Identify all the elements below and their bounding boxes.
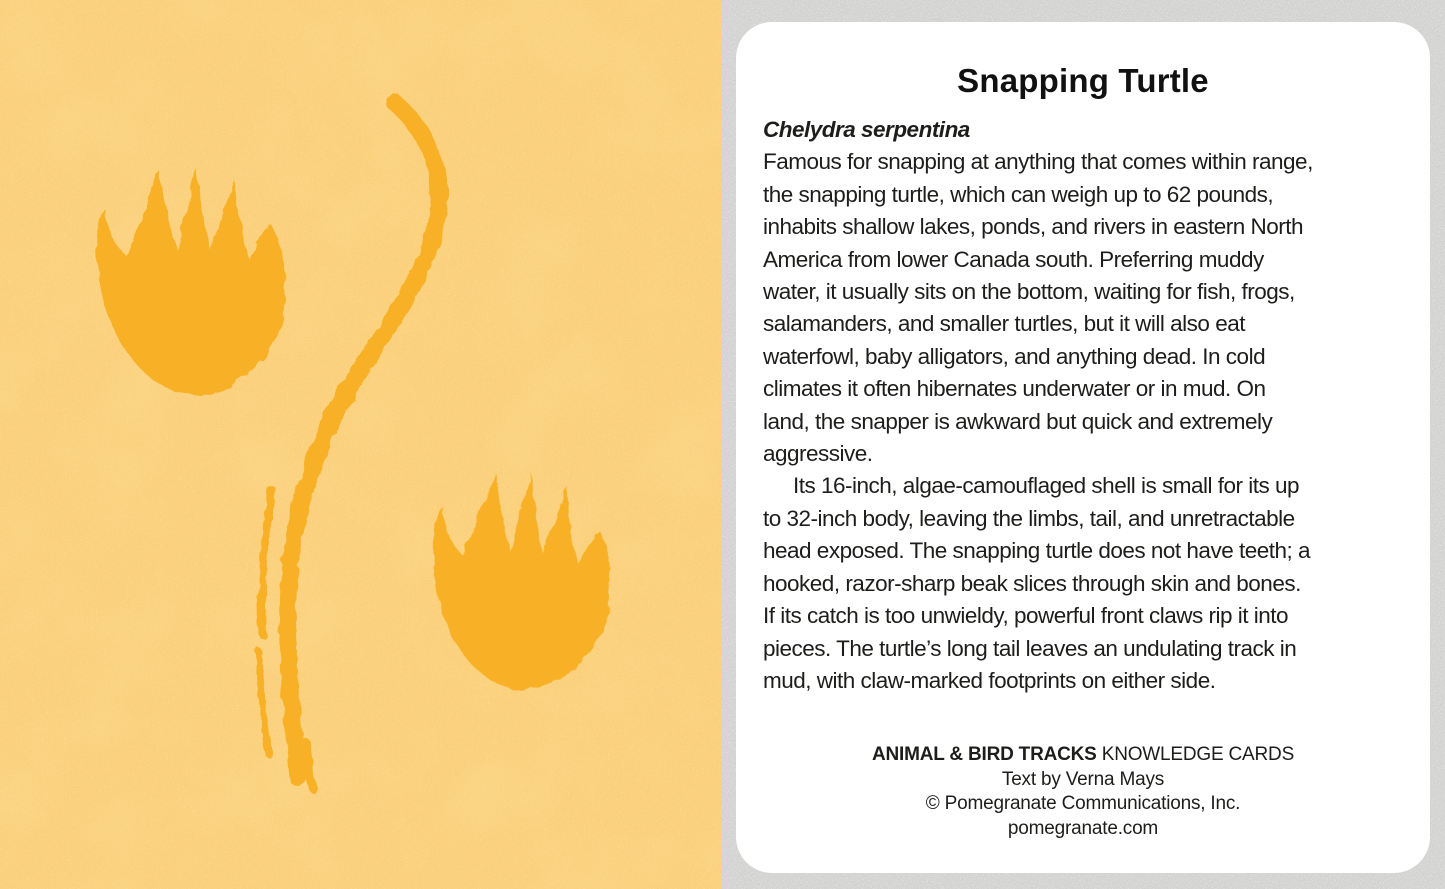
track-illustration-panel xyxy=(0,0,722,889)
series-title: ANIMAL & BIRD TRACKS xyxy=(871,744,1097,765)
body-line: If its catch is too unwieldy, powerful front claws rip it into xyxy=(763,603,1289,629)
paragraph-2 xyxy=(763,470,1402,697)
body-line: land, the snapper is awkward but quick and extremely xyxy=(763,408,1273,434)
body-line: to 32-inch body, leaving the limbs, tail, and unretractable xyxy=(763,505,1295,531)
card-body xyxy=(763,114,1402,697)
body-line: climates it often hibernates underwater or in mud. On xyxy=(763,376,1266,402)
paragraph-1 xyxy=(763,146,1402,470)
website-text: pomegranate.com xyxy=(1007,818,1159,840)
body-line: Its 16-inch, algae-camouflaged shell is small for its up xyxy=(793,473,1300,499)
knowledge-card xyxy=(736,22,1430,873)
paper-grain-texture xyxy=(0,0,722,889)
body-line: inhabits shallow lakes, ponds, and rivers in eastern North xyxy=(763,214,1304,240)
series-suffix: KNOWLEDGE CARDS xyxy=(1096,744,1295,765)
credit-line: Text by Verna Mays xyxy=(1001,768,1165,790)
body-line: mud, with claw-marked footprints on either side. xyxy=(763,667,1216,693)
body-line: Famous for snapping at anything that comes within range, xyxy=(763,149,1313,175)
series-line xyxy=(736,743,1430,768)
body-line: head exposed. The snapping turtle does not have teeth; a xyxy=(763,538,1311,564)
card-footer xyxy=(736,743,1430,842)
body-line: hooked, razor-sharp beak slices through skin and bones. xyxy=(763,570,1301,596)
track-artwork xyxy=(0,0,722,889)
copyright-line: © Pomegranate Communications, Inc. xyxy=(925,793,1241,815)
body-line: America from lower Canada south. Preferring muddy xyxy=(763,246,1264,272)
body-line: aggressive. xyxy=(763,441,873,467)
body-line: the snapping turtle, which can weigh up to 62 pounds, xyxy=(763,181,1274,207)
card-title: Snapping Turtle xyxy=(957,62,1209,99)
card-background-panel xyxy=(722,0,1445,889)
species-name: Chelydra serpentina xyxy=(763,117,970,142)
body-line: salamanders, and smaller turtles, but it will also eat xyxy=(763,311,1245,337)
body-line: pieces. The turtle’s long tail leaves an undulating track in xyxy=(763,635,1297,661)
body-line: water, it usually sits on the bottom, waiting for fish, frogs, xyxy=(763,279,1295,305)
body-line: waterfowl, baby alligators, and anything dead. In cold xyxy=(763,343,1266,369)
